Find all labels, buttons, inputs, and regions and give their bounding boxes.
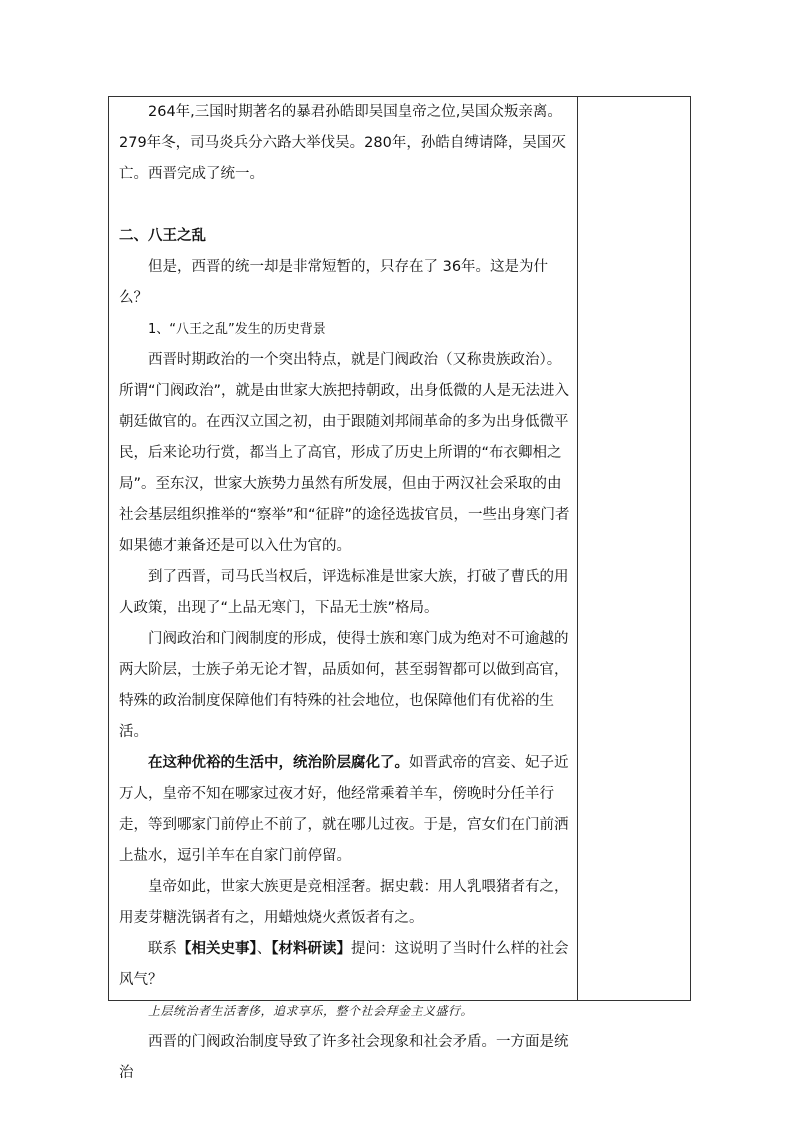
paragraph-corruption — [119, 748, 571, 872]
handwritten-answer: 上层统治者生活奢侈，追求享乐，整个社会拜金主义盛行。 — [148, 1004, 474, 1018]
paragraph-prompt — [119, 934, 571, 996]
paragraph-extravagance: 皇帝如此，世家大族更是竞相淫奢。据史载：用人乳喂猪者有之，用麦芽糖洗锅者有之，用蜡烛烧火煮饭者有之。 — [119, 879, 569, 926]
paragraph-menfa-politics: 西晋时期政治的一个突出特点，就是门阀政治（又称贵族政治）。所谓“门阀政治”，就是由世家大族把持朝政，出身低微的人是无法进入朝廷做官的。在西汉立国之初，由于跟随刘邦闹革命的多为出身低微平民，后来论功行赏，都当上了高官，形成了历史上所谓的“布衣卿相之局”。至东汉，世家大族势力虽然有所发展，但由于两汉社会采取的由社会基层组织推举的“察举”和“征辟”的途径选拔官员，一些出身寒门者如果德才兼备还是可以入仕为官的。 — [119, 352, 570, 554]
prompt-sep: 、 — [256, 941, 272, 957]
material-reading-label: 【材料研读】 — [271, 941, 351, 957]
corruption-emphasis: 在这种优裕的生活中，统治阶层腐化了。 — [148, 755, 409, 771]
related-events-label: 【相关史事】 — [177, 941, 257, 957]
section-heading-eight-princes: 二、八王之乱 — [119, 228, 206, 244]
prompt-lead: 联系 — [148, 941, 177, 957]
paragraph-sima-policy: 到了西晋，司马氏当权后，评选标准是世家大族，打破了曹氏的用人政策，出现了“上品无寒门，下品无士族”格局。 — [119, 569, 569, 616]
document-table — [108, 96, 691, 1081]
main-cell — [119, 97, 571, 1089]
prompt-question: 提问：这说明了当时什么样的社会风气？ — [119, 941, 569, 988]
column-divider — [577, 97, 578, 1000]
subheading-background: 1、“八王之乱”发生的历史背景 — [148, 322, 326, 337]
paragraph-unification: 264年,三国时期著名的暴君孙皓即吴国皇帝之位,吴国众叛亲离。279年冬，司马炎兵分六路大举伐吴。280年，孙皓自缚请降，吴国灭亡。西晋完成了统一。 — [119, 104, 566, 182]
paragraph-social-contradictions: 西晋的门阀政治制度导致了许多社会现象和社会矛盾。一方面是统治 — [119, 1034, 569, 1081]
paragraph-question: 但是，西晋的统一却是非常短暂的，只存在了 36年。这是为什么？ — [119, 259, 549, 306]
corruption-text: 如晋武帝的宫妾、妃子近万人，皇帝不知在哪家过夜才好，他经常乘着羊车，傍晚时分任羊行走，等到哪家门前停止不前了，就在哪儿过夜。于是，宫女们在门前洒上盐水，逗引羊车在自家门前停留。 — [119, 755, 569, 864]
blank-line — [119, 190, 571, 221]
paragraph-two-classes: 门阀政治和门阀制度的形成，使得士族和寒门成为绝对不可逾越的两大阶层，士族子弟无论才智，品质如何，甚至弱智都可以做到高官，特殊的政治制度保障他们有特殊的社会地位，也保障他们有优裕的生活。 — [119, 631, 569, 740]
